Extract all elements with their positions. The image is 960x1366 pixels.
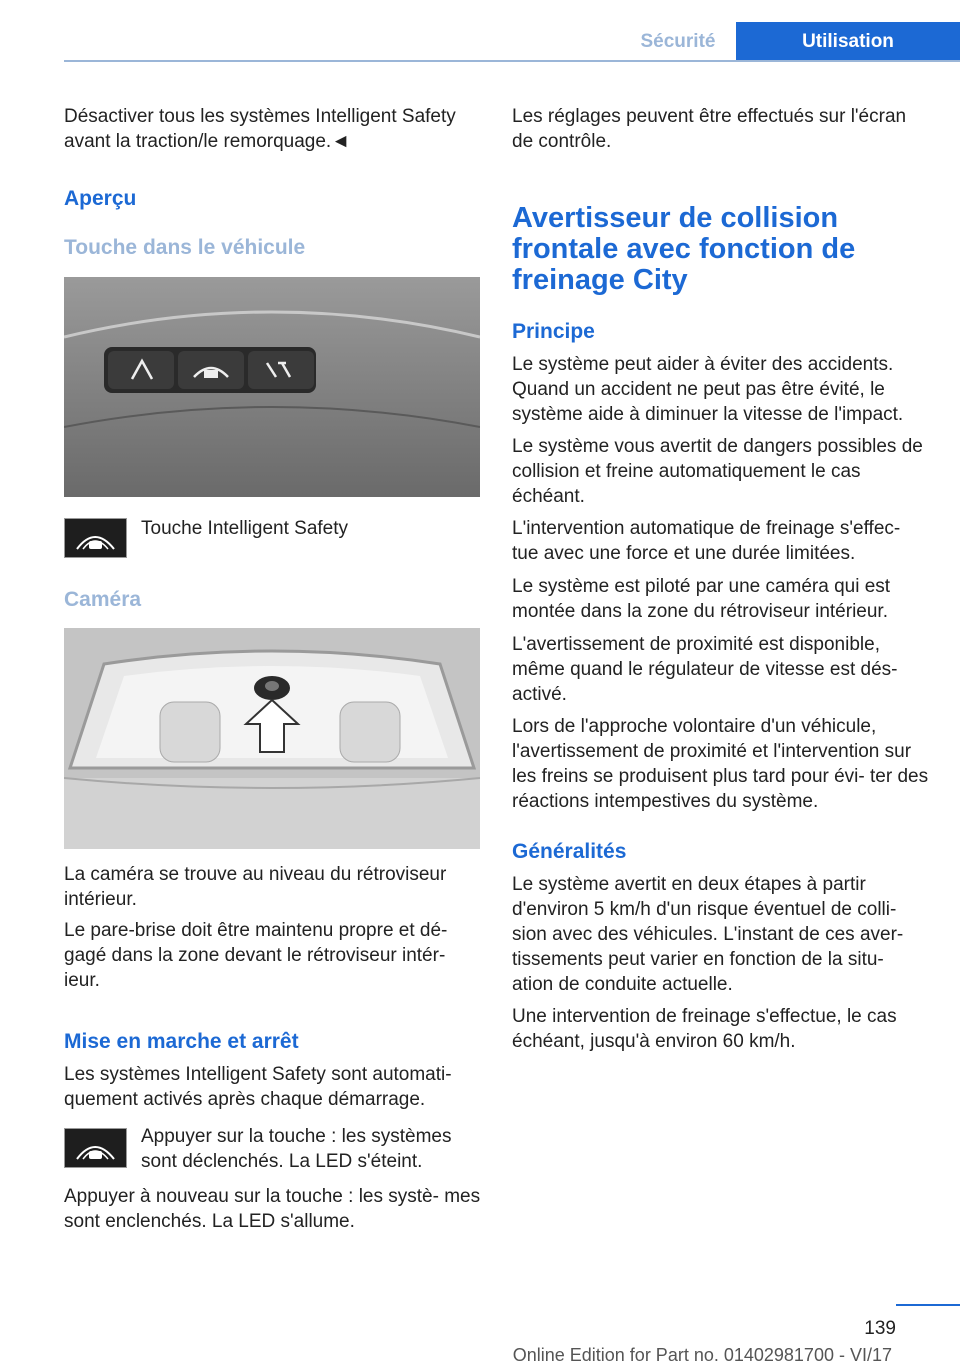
generalites-p2: Une intervention de freinage s'effectue, le cas échéant, jusqu'à environ 60 km/h. — [512, 1006, 897, 1052]
mise-auto-text: Les systèmes Intelligent Safety sont automati‐ quement activés après chaque démarrage. — [64, 1064, 452, 1110]
heading-touche-vehicule: Touche dans le véhicule — [64, 236, 306, 259]
heading-avertisseur: Avertisseur de collision frontale avec fonction de freinage City — [512, 202, 856, 296]
roof-console-illustration — [64, 277, 480, 497]
principe-p5: L'avertissement de proximité est disponible, même quand le régulateur de vitesse est dés‐ activé. — [512, 634, 898, 705]
principe-p1: Le système peut aider à éviter des accidents. Quand un accident ne peut pas être évité, le système aide à diminuer la vitesse de l'impact. — [512, 354, 904, 425]
principe-p6: Lors de l'approche volontaire d'un véhicule, l'avertissement de proximité et l'intervention sur les freins se produisent plus tard pour évi‐ ter des réactions intempestives du système. — [512, 716, 929, 812]
photo-roof-buttons — [64, 277, 480, 497]
intelligent-safety-button-icon — [64, 518, 127, 558]
settings-note: Les réglages peuvent être effectués sur l'écran de contrôle. — [512, 106, 907, 152]
windshield-camera-illustration — [64, 628, 480, 849]
camera-location-text: La caméra se trouve au niveau du rétroviseur intérieur. — [64, 864, 447, 910]
heading-mise-en-marche: Mise en marche et arrêt — [64, 1030, 299, 1053]
tab-utilisation[interactable]: Utilisation — [736, 22, 960, 62]
header-rule — [64, 60, 960, 62]
photo-camera — [64, 628, 480, 849]
touche-caption: Touche Intelligent Safety — [141, 518, 349, 539]
tab-securite[interactable]: Sécurité — [640, 31, 716, 52]
mise-button-text: Appuyer sur la touche : les systèmes sont déclenchés. La LED s'éteint. — [141, 1126, 452, 1172]
page-header — [0, 0, 960, 64]
generalites-p1: Le système avertit en deux étapes à partir d'environ 5 km/h d'un risque éventuel de colli‐ sion avec des véhicules. L'instant de ces aver‐ tissements peut varier en fonction de la situ‐ ation de conduite actuelle. — [512, 874, 904, 995]
edition-line: Online Edition for Part no. 01402981700 - VI/17 — [512, 1345, 892, 1365]
heading-principe: Principe — [512, 320, 595, 343]
footer-rule — [896, 1304, 960, 1306]
principe-p4: Le système est piloté par une caméra qui est montée dans la zone du rétroviseur intérieur. — [512, 576, 891, 622]
heading-camera: Caméra — [64, 588, 142, 611]
heading-apercu: Aperçu — [64, 187, 137, 210]
towing-note: Désactiver tous les systèmes Intelligent Safety avant la traction/le remorquage.◄ — [64, 106, 456, 152]
camera-clean-text: Le pare-brise doit être maintenu propre et dé‐ gagé dans la zone devant le rétroviseur intér‐ ieur. — [64, 920, 448, 991]
mise-reenable-text: Appuyer à nouveau sur la touche : les systè‐ mes sont enclenchés. La LED s'allume. — [64, 1186, 481, 1232]
page-number: 139 — [864, 1318, 896, 1339]
principe-p3: L'intervention automatique de freinage s'effec‐ tue avec une force et une durée limitées. — [512, 518, 901, 564]
principe-p2: Le système vous avertit de dangers possibles de collision et freine automatiquement le cas échéant. — [512, 436, 923, 507]
intelligent-safety-button-icon-2 — [64, 1128, 127, 1168]
heading-generalites: Généralités — [512, 840, 627, 863]
